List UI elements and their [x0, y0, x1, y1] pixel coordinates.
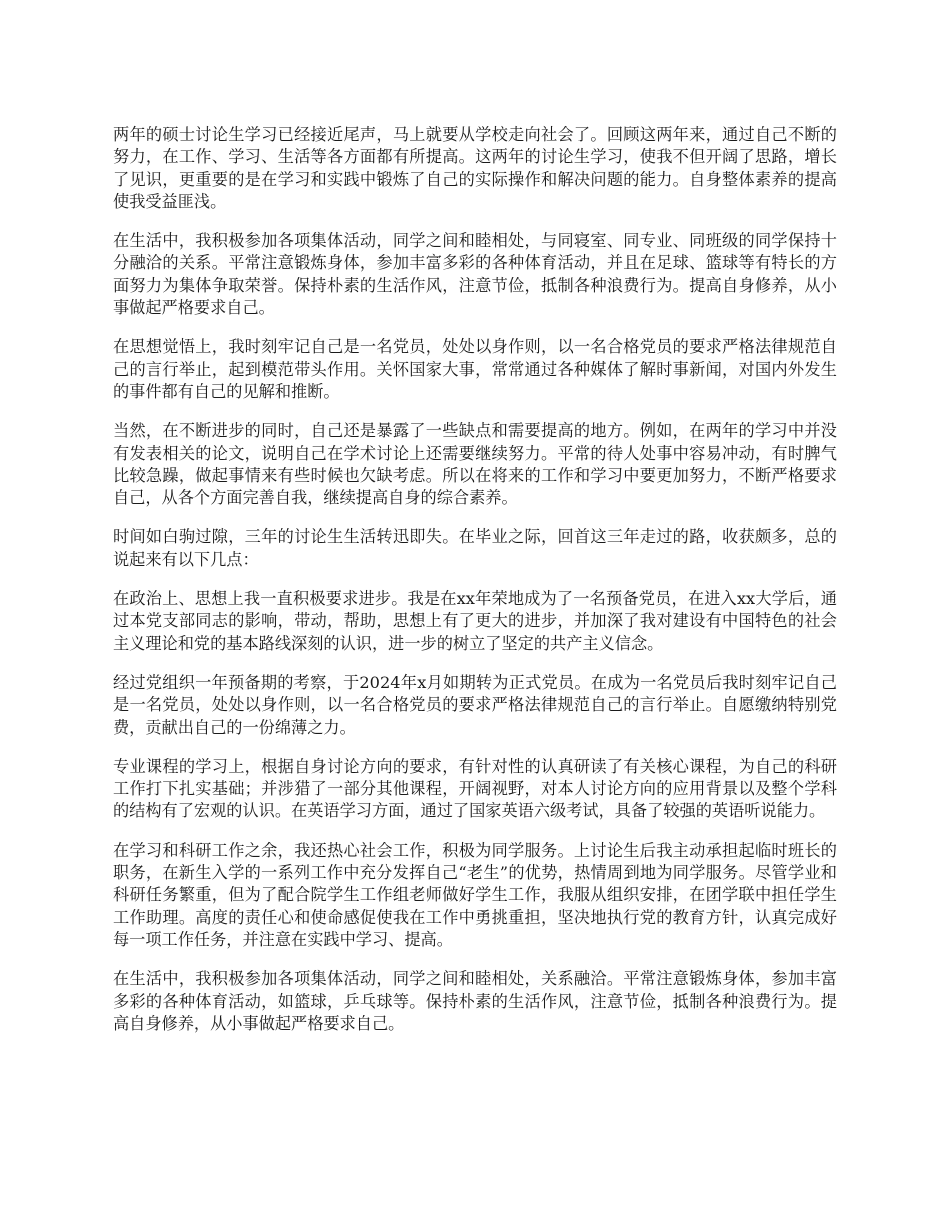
paragraph-10: 在生活中，我积极参加各项集体活动，同学之间和睦相处，关系融洽。平常注意锻炼身体，参加丰富多彩的各种体育活动，如篮球，乒乓球等。保持朴素的生活作风，注意节俭，抵制各种浪费行为。提高自身修养，从小事做起严格要求自己。 — [113, 969, 837, 1033]
paragraph-7: 经过党组织一年预备期的考察，于2024年x月如期转为正式党员。在成为一名党员后我时刻牢记自己是一名党员，处处以身作则，以一名合格党员的要求严格法律规范自己的言行举止。自愿缴纳特别党费，贡献出自己的一份绵薄之力。 — [113, 672, 837, 737]
paragraph-2: 在生活中，我积极参加各项集体活动，同学之间和睦相处，与同寝室、同专业、同班级的同学保持十分融洽的关系。平常注意锻炼身体，参加丰富多彩的各种体育活动，并且在足球、篮球等有特长的方面努力为集体争取荣誉。保持朴素的生活作风，注意节俭，抵制各种浪费行为。提高自身修养，从小事做起严格要求自己。 — [113, 231, 837, 318]
paragraph-3: 在思想觉悟上，我时刻牢记自己是一名党员，处处以身作则，以一名合格党员的要求严格法律规范自己的言行举止，起到模范带头作用。关怀国家大事，常常通过各种媒体了解时事新闻，对国内外发生的事件都有自己的见解和推断。 — [113, 337, 837, 401]
paragraph-9: 在学习和科研工作之余，我还热心社会工作，积极为同学服务。上讨论生后我主动承担起临时班长的职务，在新生入学的一系列工作中充分发挥自己“老生”的优势，热情周到地为同学服务。尽管学业和科研任务繁重，但为了配合院学生工作组老师做好学生工作，我服从组织安排，在团学联中担任学生工作助理。高度的责任心和使命感促使我在工作中勇挑重担，坚决地执行党的教育方针，认真完成好每一项工作任务，并注意在实践中学习、提高。 — [113, 840, 837, 949]
paragraph-4: 当然，在不断进步的同时，自己还是暴露了一些缺点和需要提高的地方。例如，在两年的学习中并没有发表相关的论文，说明自己在学术讨论上还需要继续努力。平常的待人处事中容易冲动，有时脾气比较急躁，做起事情来有些时候也欠缺考虑。所以在将来的工作和学习中要更加努力，不断严格要求自己，从各个方面完善自我，继续提高自身的综合素养。 — [113, 421, 837, 508]
paragraph-6: 在政治上、思想上我一直积极要求进步。我是在xx年荣地成为了一名预备党员，在进入xx大学后，通过本党支部同志的影响，带动，帮助，思想上有了更大的进步，并加深了我对建设有中国特色的社会主义理论和党的基本路线深刻的认识，进一步的树立了坚定的共产主义信念。 — [113, 589, 837, 653]
paragraph-8: 专业课程的学习上，根据自身讨论方向的要求，有针对性的认真研读了有关核心课程，为自己的科研工作打下扎实基础；并涉猎了一部分其他课程，开阔视野，对本人讨论方向的应用背景以及整个学科的结构有了宏观的认识。在英语学习方面，通过了国家英语六级考试，具备了较强的英语听说能力。 — [113, 756, 837, 821]
paragraph-1: 两年的硕士讨论生学习已经接近尾声，马上就要从学校走向社会了。回顾这两年来，通过自己不断的努力，在工作、学习、生活等各方面都有所提高。这两年的讨论生学习，使我不但开阔了思路，增长了见识，更重要的是在学习和实践中锻炼了自己的实际操作和解决问题的能力。自身整体素养的提高使我受益匪浅。 — [113, 125, 837, 211]
paragraph-5: 时间如白驹过隙，三年的讨论生生活转迅即失。在毕业之际，回首这三年走过的路，收获颇多，总的说起来有以下几点： — [113, 527, 837, 569]
